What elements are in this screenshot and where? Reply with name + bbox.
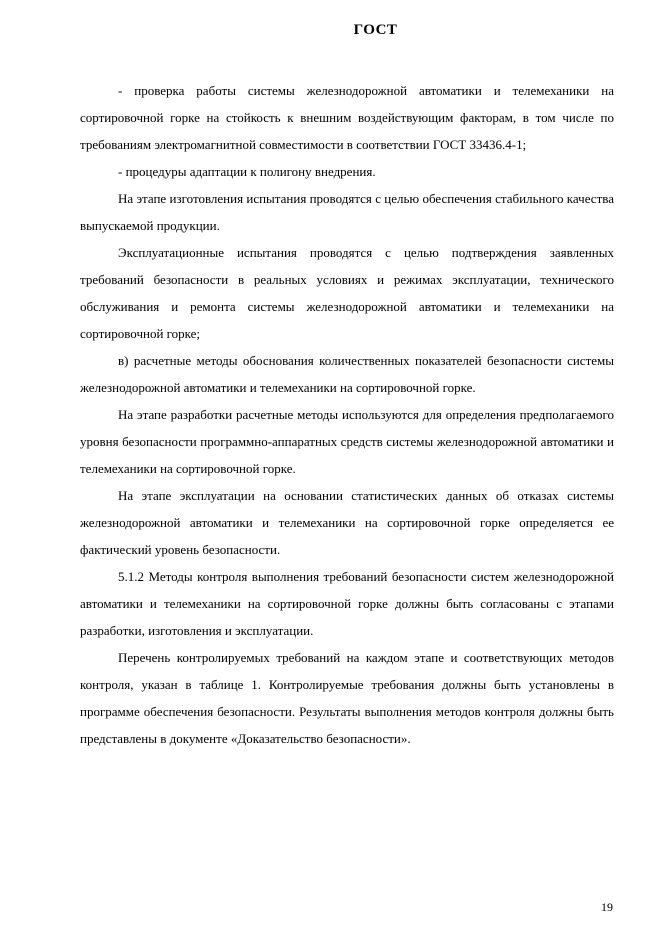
paragraph-3: На этапе изготовления испытания проводятся с целью обеспечения стабильного качества выпускаемой продукции.	[80, 191, 614, 233]
paragraph-7: На этапе эксплуатации на основании статистических данных об отказах системы железнодорожной автоматики и телемеханики на сортировочной горке определяется ее фактический уровень безопасности.	[80, 488, 614, 557]
paragraph-1: - проверка работы системы железнодорожной автоматики и телемеханики на сортировочной горке на стойкость к внешним воздействующим факторам, в том числе по требованиям электромагнитной совместимости в соответствии ГОСТ 33436.4-1;	[80, 83, 614, 152]
paragraph-2: - процедуры адаптации к полигону внедрения.	[118, 164, 376, 179]
paragraph-4: Эксплуатационные испытания проводятся с целью подтверждения заявленных требований безопасности в реальных условиях и режимах эксплуатации, технического обслуживания и ремонта системы железнодорожной автоматики и телемеханики на сортировочной горке;	[80, 245, 614, 341]
page-header: ГОСТ	[353, 22, 398, 38]
paragraph-6: На этапе разработки расчетные методы используются для определения предполагаемого уровня безопасности программно-аппаратных средств системы железнодорожной автоматики и телемеханики на сортировочной горке.	[80, 407, 614, 476]
page-number: 19	[601, 900, 613, 914]
paragraph-8: 5.1.2 Методы контроля выполнения требований безопасности систем железнодорожной автоматики и телемеханики на сортировочной горке должны быть согласованы с этапами разработки, изготовления и эксплуатации.	[80, 569, 614, 638]
paragraph-9: Перечень контролируемых требований на каждом этапе и соответствующих методов контроля, указан в таблице 1. Контролируемые требования должны быть установлены в программе обеспечения безопасности. Результаты выполнения методов контроля должны быть представлены в документе «Доказательство безопасности».	[80, 650, 614, 746]
paragraph-5: в) расчетные методы обоснования количественных показателей безопасности системы железнодорожной автоматики и телемеханики на сортировочной горке.	[80, 353, 614, 395]
document-body	[80, 77, 614, 752]
